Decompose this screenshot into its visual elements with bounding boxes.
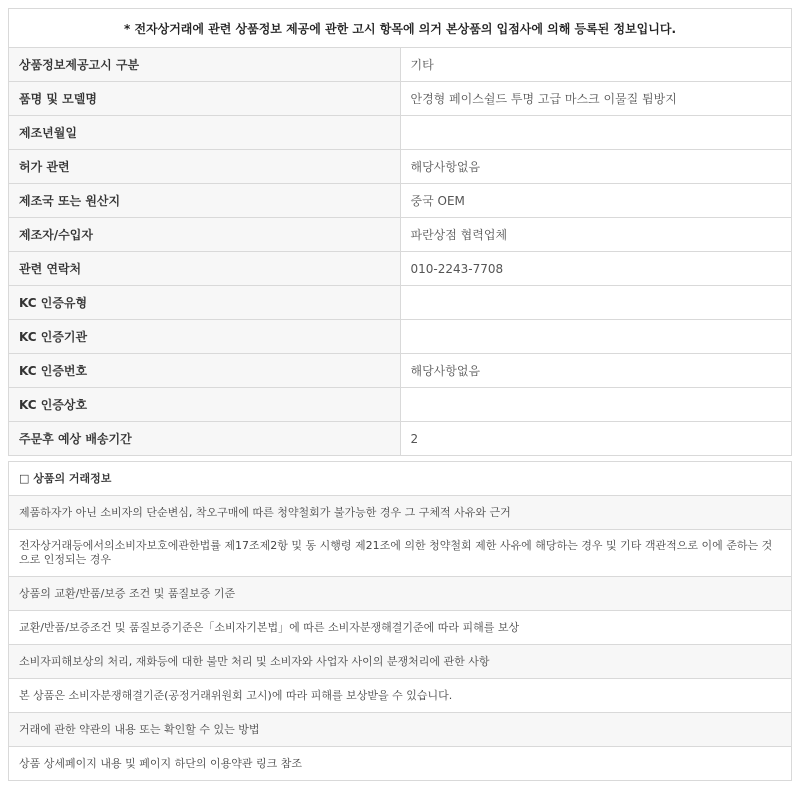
info-value (400, 286, 792, 320)
info-row (9, 150, 792, 184)
trade-question: 거래에 관한 약관의 내용 또는 확인할 수 있는 방법 (9, 713, 792, 747)
trade-row (9, 713, 792, 747)
info-value: 중국 OEM (400, 184, 792, 218)
info-row (9, 354, 792, 388)
notice-text: * 전자상거래에 관련 상품정보 제공에 관한 고시 항목에 의거 본상품의 입점사에 의해 등록된 정보입니다. (9, 9, 792, 48)
product-info-notice (8, 8, 792, 781)
info-value: 2 (400, 422, 792, 456)
info-row (9, 116, 792, 150)
info-row (9, 184, 792, 218)
info-label: 품명 및 모델명 (9, 82, 401, 116)
info-label: 허가 관련 (9, 150, 401, 184)
info-value (400, 320, 792, 354)
trade-row (9, 679, 792, 713)
info-label: KC 인증유형 (9, 286, 401, 320)
trade-answer: 상품 상세페이지 내용 및 페이지 하단의 이용약관 링크 참조 (9, 747, 792, 781)
info-value: 010-2243-7708 (400, 252, 792, 286)
trade-answer: 전자상거래등에서의소비자보호에관한법률 제17조제2항 및 동 시행령 제21조에 의한 청약철회 제한 사유에 해당하는 경우 및 기타 객관적으로 이에 준하는 것으로 인정되는 경우 (9, 530, 792, 577)
info-table (8, 8, 792, 456)
info-row (9, 82, 792, 116)
info-label: 주문후 예상 배송기간 (9, 422, 401, 456)
info-row (9, 286, 792, 320)
trade-row (9, 530, 792, 577)
trade-row (9, 611, 792, 645)
info-row (9, 422, 792, 456)
info-row (9, 252, 792, 286)
info-value: 해당사항없음 (400, 354, 792, 388)
trade-row (9, 496, 792, 530)
trade-row (9, 577, 792, 611)
info-value: 기타 (400, 48, 792, 82)
info-value (400, 388, 792, 422)
trade-row (9, 645, 792, 679)
info-value (400, 116, 792, 150)
trade-row (9, 747, 792, 781)
trade-question: 제품하자가 아닌 소비자의 단순변심, 착오구매에 따른 청약철회가 불가능한 경우 그 구체적 사유와 근거 (9, 496, 792, 530)
info-row (9, 388, 792, 422)
info-label: 관련 연락처 (9, 252, 401, 286)
trade-info-table (8, 461, 792, 781)
trade-info-header: □ 상품의 거래정보 (9, 462, 792, 496)
trade-question: 상품의 교환/반품/보증 조건 및 품질보증 기준 (9, 577, 792, 611)
info-label: 상품정보제공고시 구분 (9, 48, 401, 82)
info-label: KC 인증기관 (9, 320, 401, 354)
info-row (9, 48, 792, 82)
trade-question: 소비자피해보상의 처리, 재화등에 대한 불만 처리 및 소비자와 사업자 사이의 분쟁처리에 관한 사항 (9, 645, 792, 679)
info-label: KC 인증번호 (9, 354, 401, 388)
trade-answer: 교환/반품/보증조건 및 품질보증기준은「소비자기본법」에 따른 소비자분쟁해결기준에 따라 피해를 보상 (9, 611, 792, 645)
info-label: 제조년월일 (9, 116, 401, 150)
info-value: 안경형 페이스쉴드 투명 고급 마스크 이물질 튐방지 (400, 82, 792, 116)
trade-answer: 본 상품은 소비자분쟁해결기준(공정거래위원회 고시)에 따라 피해를 보상받을 수 있습니다. (9, 679, 792, 713)
info-row (9, 320, 792, 354)
info-label: KC 인증상호 (9, 388, 401, 422)
info-value: 해당사항없음 (400, 150, 792, 184)
info-value: 파란상점 협력업체 (400, 218, 792, 252)
info-row (9, 218, 792, 252)
info-label: 제조국 또는 원산지 (9, 184, 401, 218)
info-label: 제조자/수입자 (9, 218, 401, 252)
